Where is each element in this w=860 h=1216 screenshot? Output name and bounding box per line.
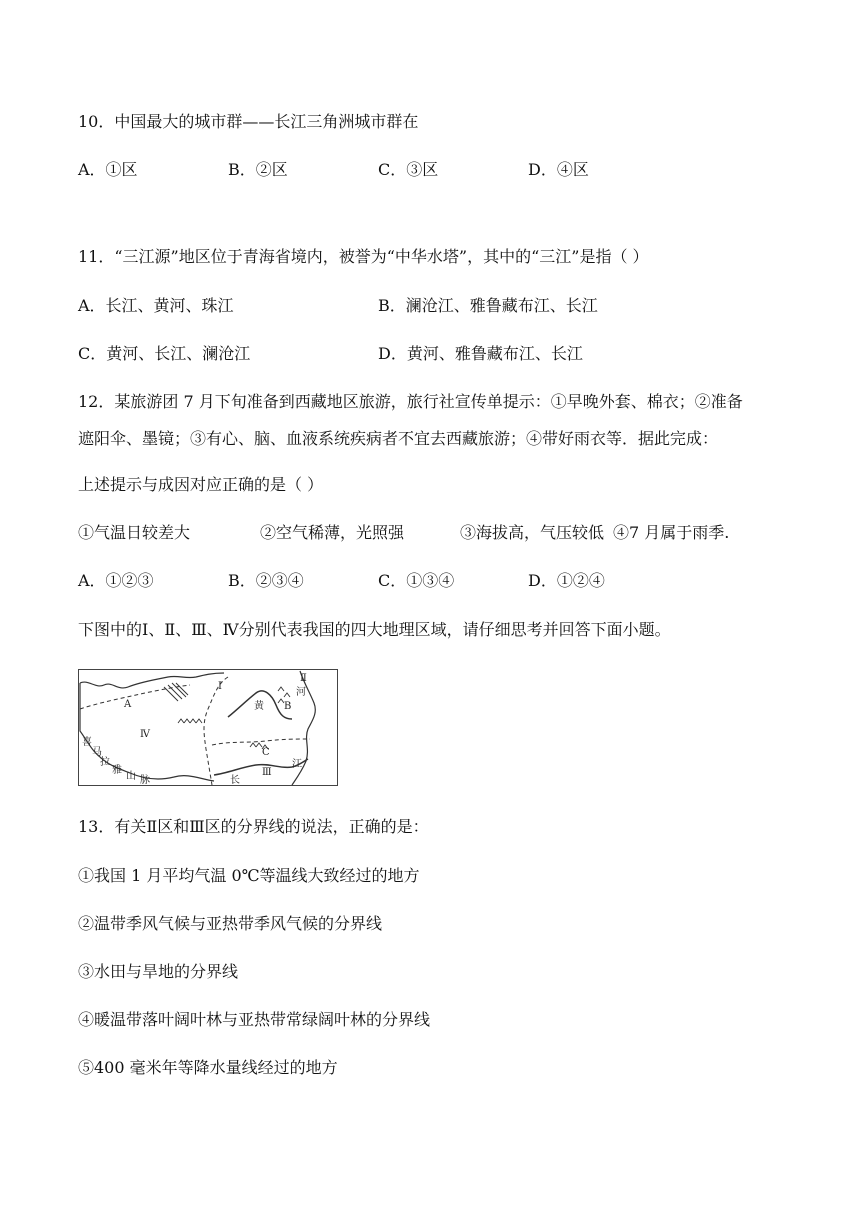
q11-option-d: D．黄河、雅鲁藏布江、长江 (378, 344, 583, 363)
q13-item-3: ③水田与旱地的分界线 (78, 962, 239, 981)
q12-option-b: B．②③④ (228, 571, 304, 590)
china-regions-map (78, 669, 338, 786)
q13-item-5: ⑤400 毫米年等降水量线经过的地方 (78, 1058, 338, 1077)
map-label-ma: 马 (92, 747, 102, 758)
map-label-xi: 喜 (82, 737, 92, 748)
question-12-stem-line1: 12．某旅游团 7 月下旬准备到西藏地区旅游，旅行社宣传单提示：①早晚外套、棉衣；②准备 (78, 392, 743, 411)
map-label-chang: 长 (230, 775, 240, 786)
q12-factor-1: ①气温日较差大 (78, 523, 191, 542)
q12-factor-4: ④7 月属于雨季. (613, 523, 730, 542)
q12-factor-3: ③海拔高，气压较低 (460, 523, 605, 542)
map-label-region-3: Ⅲ (262, 767, 272, 778)
q11-option-b: B．澜沧江、雅鲁藏布江、长江 (378, 296, 598, 315)
q13-item-4: ④暖温带落叶阔叶林与亚热带常绿阔叶林的分界线 (78, 1010, 431, 1029)
map-label-ya: 雅 (112, 765, 122, 776)
q11-option-a: A．长江、黄河、珠江 (78, 296, 234, 315)
map-label-region-4: Ⅳ (140, 729, 150, 740)
question-12-stem-line3: 上述提示与成因对应正确的是（ ） (78, 475, 324, 494)
q10-option-b: B．②区 (228, 160, 288, 179)
map-label-he: 河 (296, 687, 306, 698)
q12-option-d: D．①②④ (528, 571, 605, 590)
question-13-stem: 13．有关Ⅱ区和Ⅲ区的分界线的说法，正确的是： (78, 817, 429, 836)
q10-option-c: C．③区 (378, 160, 439, 179)
q10-option-a: A．①区 (78, 160, 138, 179)
map-label-c: C (262, 747, 270, 758)
map-label-huang: 黄 (254, 701, 264, 712)
map-label-jiang: 江 (292, 759, 302, 770)
q13-item-1: ①我国 1 月平均气温 0℃等温线大致经过的地方 (78, 866, 420, 885)
map-label-b: B (284, 701, 292, 712)
q11-option-c: C．黄河、长江、澜沧江 (78, 344, 251, 363)
q12-factor-2: ②空气稀薄，光照强 (260, 523, 405, 542)
q12-option-a: A．①②③ (78, 571, 154, 590)
map-label-region-2: Ⅱ (300, 673, 307, 684)
q10-option-d: D．④区 (528, 160, 589, 179)
map-intro-text: 下图中的Ⅰ、Ⅱ、Ⅲ、Ⅳ分别代表我国的四大地理区域，请仔细思考并回答下面小题。 (78, 620, 671, 639)
question-12-stem-line2: 遮阳伞、墨镜；③有心、脑、血液系统疾病者不宜去西藏旅游；④带好雨衣等．据此完成： (78, 429, 719, 448)
map-label-shan: 山 (126, 771, 136, 782)
q13-item-2: ②温带季风气候与亚热带季风气候的分界线 (78, 914, 383, 933)
map-label-region-1: I (218, 681, 222, 692)
q12-option-c: C．①③④ (378, 571, 455, 590)
map-label-a: A (124, 699, 132, 710)
map-label-la: 拉 (100, 757, 110, 768)
question-11-stem: 11．“三江源”地区位于青海省境内，被誉为“中华水塔”，其中的“三江”是指（ ） (78, 247, 649, 266)
map-label-mai: 脉 (140, 775, 150, 786)
question-10-stem: 10．中国最大的城市群——长江三角洲城市群在 (78, 112, 419, 131)
